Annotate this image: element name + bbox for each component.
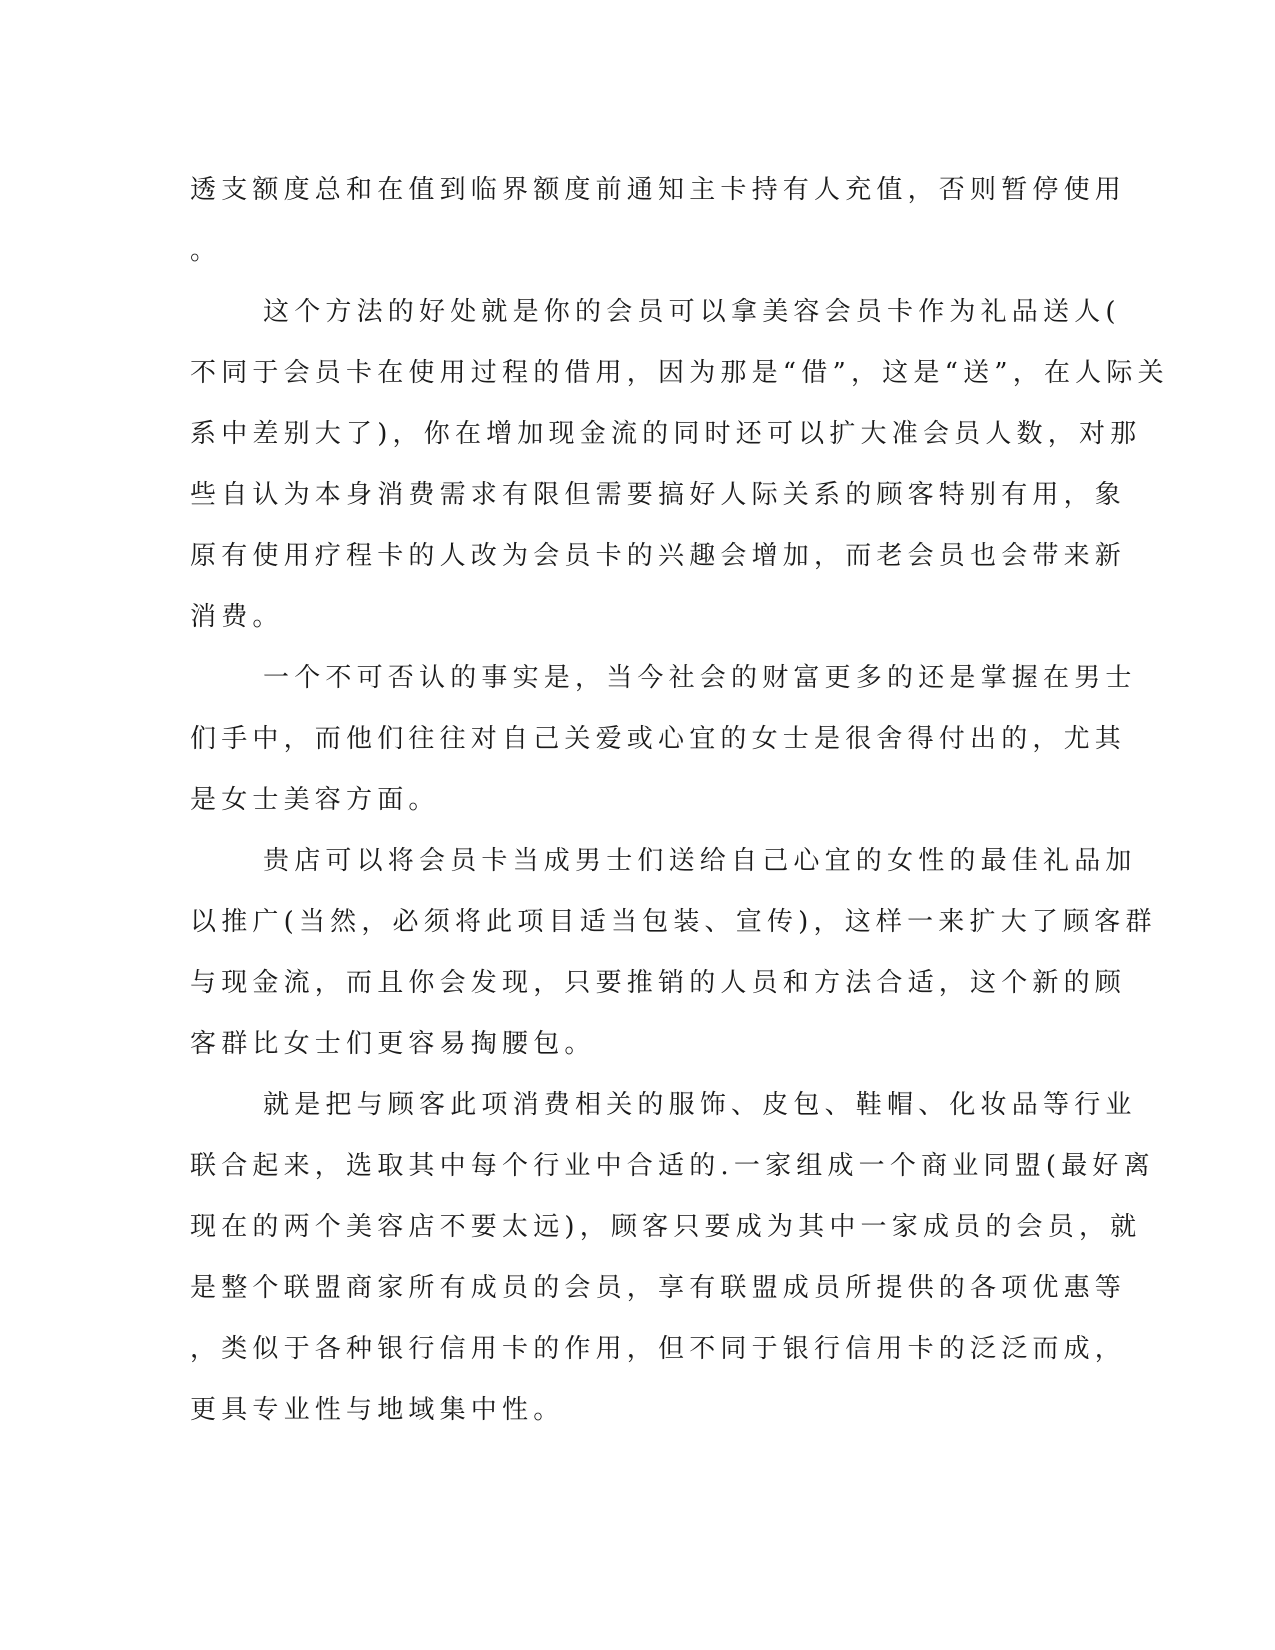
text-line: 系中差别大了)，你在增加现金流的同时还可以扩大准会员人数，对那 (190, 419, 1142, 449)
text-line: ，类似于各种银行信用卡的作用，但不同于银行信用卡的泛泛而成， (190, 1334, 1127, 1364)
text-line: 联合起来，选取其中每个行业中合适的.一家组成一个商业同盟(最好离 (190, 1151, 1155, 1181)
text-line: 些自认为本身消费需求有限但需要搞好人际关系的顾客特别有用，象 (190, 480, 1127, 510)
text-line: 。 (190, 236, 222, 266)
text-line: 一个不可否认的事实是，当今社会的财富更多的还是掌握在男士 (263, 663, 1137, 693)
text-line: 现在的两个美容店不要太远)，顾客只要成为其中一家成员的会员，就 (190, 1212, 1142, 1242)
text-line: 这个方法的好处就是你的会员可以拿美容会员卡作为礼品送人( (263, 297, 1121, 327)
text-line: 与现金流，而且你会发现，只要推销的人员和方法合适，这个新的顾 (190, 968, 1127, 998)
text-line: 是整个联盟商家所有成员的会员，享有联盟成员所提供的各项优惠等 (190, 1273, 1127, 1303)
text-line: 不同于会员卡在使用过程的借用，因为那是“借”，这是“送”，在人际关 (190, 358, 1169, 388)
paragraph-5 (190, 1075, 1155, 1441)
text-line: 消费。 (190, 602, 284, 632)
paragraph-2 (190, 282, 1169, 648)
text-line: 客群比女士们更容易掏腰包。 (190, 1029, 596, 1059)
text-line: 更具专业性与地域集中性。 (190, 1395, 565, 1425)
paragraph-4 (190, 831, 1157, 1075)
paragraph-3 (190, 648, 1137, 831)
paragraph-1 (190, 160, 1127, 282)
text-line: 是女士美容方面。 (190, 785, 440, 815)
text-line: 贵店可以将会员卡当成男士们送给自己心宜的女性的最佳礼品加 (263, 846, 1137, 876)
text-line: 透支额度总和在值到临界额度前通知主卡持有人充值，否则暂停使用 (190, 175, 1127, 205)
text-line: 就是把与顾客此项消费相关的服饰、皮包、鞋帽、化妆品等行业 (263, 1090, 1137, 1120)
text-line: 以推广(当然，必须将此项目适当包装、宣传)，这样一来扩大了顾客群 (190, 907, 1157, 937)
text-line: 们手中，而他们往往对自己关爱或心宜的女士是很舍得付出的，尤其 (190, 724, 1127, 754)
text-line: 原有使用疗程卡的人改为会员卡的兴趣会增加，而老会员也会带来新 (190, 541, 1127, 571)
document-body (190, 160, 1169, 1441)
